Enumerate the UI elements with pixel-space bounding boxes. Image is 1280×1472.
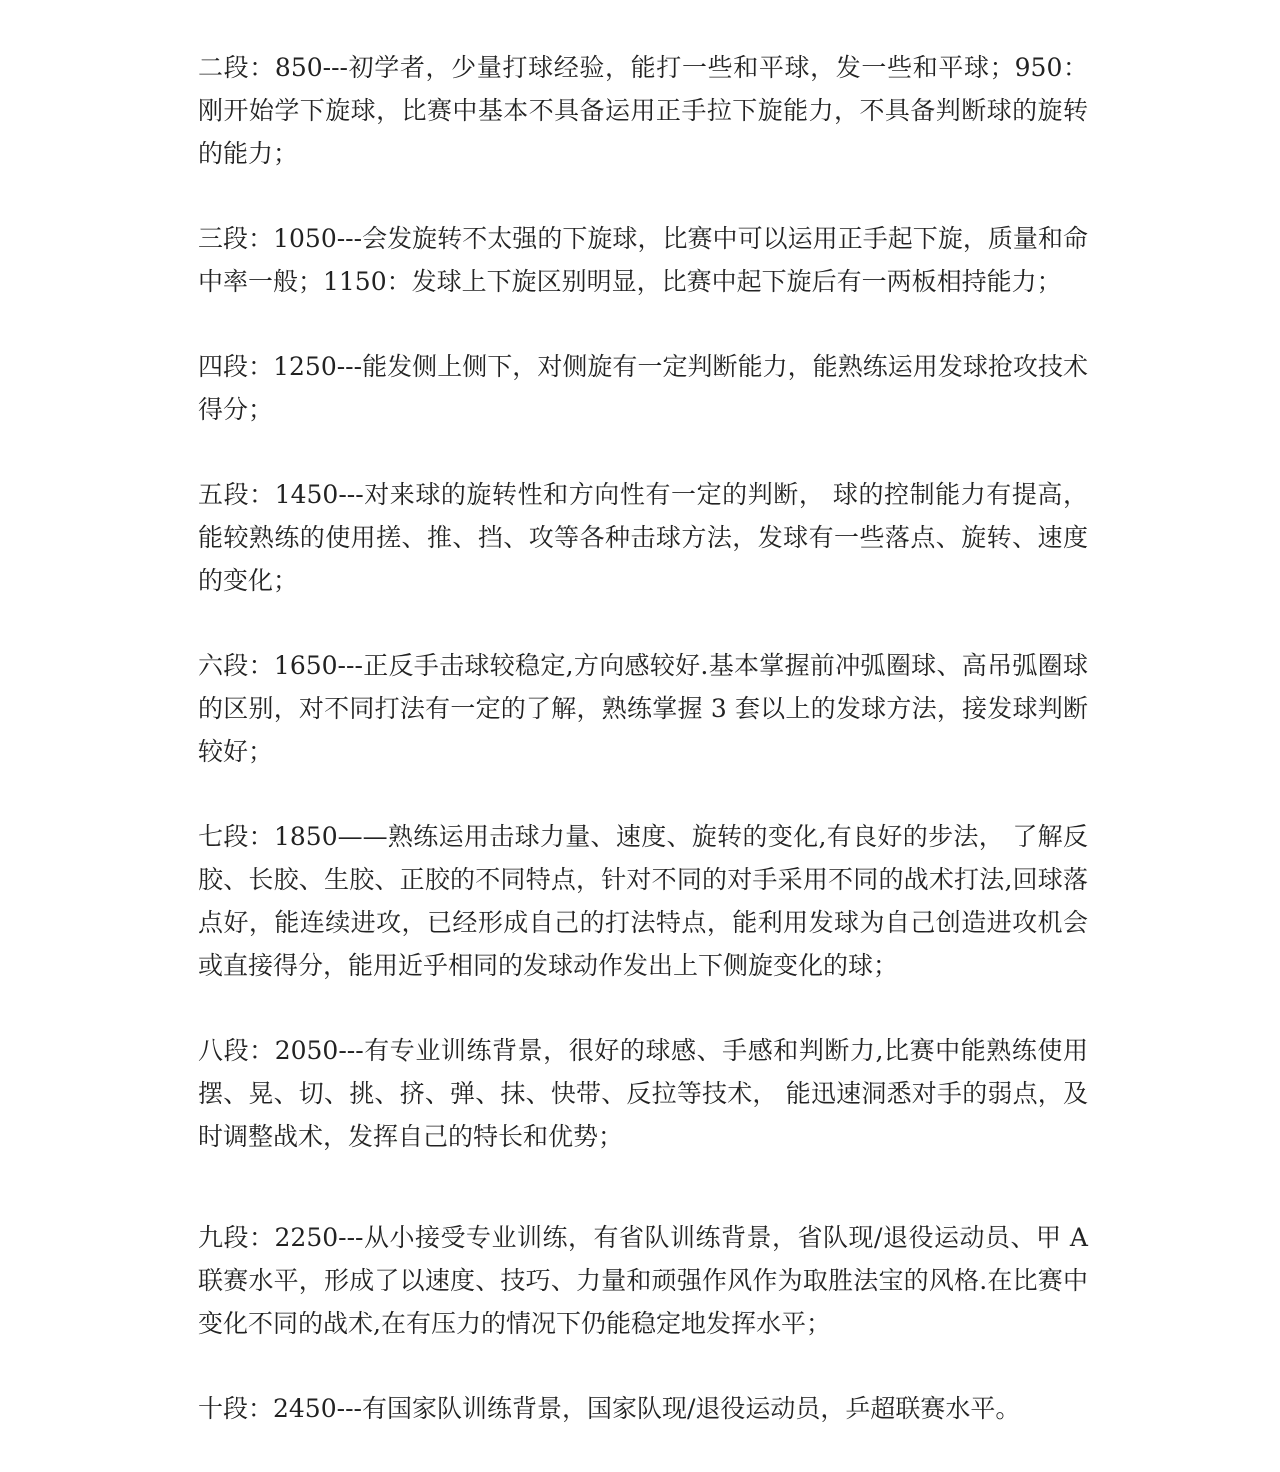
paragraph-rank-3: 三段：1050---会发旋转不太强的下旋球，比赛中可以运用正手起下旋，质量和命中率一般；1150：发球上下旋区别明显，比赛中起下旋后有一两板相持能力； xyxy=(198,224,1088,296)
paragraph-rank-4: 四段：1250---能发侧上侧下，对侧旋有一定判断能力，能熟练运用发球抢攻技术得分； xyxy=(198,352,1088,424)
paragraph-rank-6: 六段：1650---正反手击球较稳定,方向感较好.基本掌握前冲弧圈球、高吊弧圈球的区别，对不同打法有一定的了解，熟练掌握 3 套以上的发球方法，接发球判断较好； xyxy=(198,651,1088,766)
paragraph-rank-7: 七段：1850——熟练运用击球力量、速度、旋转的变化,有良好的步法， 了解反胶、长胶、生胶、正胶的不同特点，针对不同的对手采用不同的战术打法,回球落点好，能连续进攻，已经形成自己的打法特点，能利用发球为自己创造进攻机会或直接得分，能用近乎相同的发球动作发出上下侧旋变化的球； xyxy=(198,822,1088,980)
paragraph-rank-8: 八段：2050---有专业训练背景，很好的球感、手感和判断力,比赛中能熟练使用摆、晃、切、挑、挤、弹、抹、快带、反拉等技术， 能迅速洞悉对手的弱点，及时调整战术，发挥自己的特长和优势； xyxy=(198,1036,1088,1151)
paragraph-rank-2: 二段：850---初学者，少量打球经验，能打一些和平球，发一些和平球；950：刚开始学下旋球，比赛中基本不具备运用正手拉下旋能力，不具备判断球的旋转的能力； xyxy=(198,53,1088,168)
paragraph-rank-5: 五段：1450---对来球的旋转性和方向性有一定的判断， 球的控制能力有提高，能较熟练的使用搓、推、挡、攻等各种击球方法，发球有一些落点、旋转、速度的变化； xyxy=(198,480,1088,595)
paragraph-rank-9: 九段：2250---从小接受专业训练，有省队训练背景，省队现/退役运动员、甲 A 联赛水平，形成了以速度、技巧、力量和顽强作风作为取胜法宝的风格.在比赛中变化不同的战术,在有压力的情况下仍能稳定地发挥水平； xyxy=(198,1223,1088,1338)
paragraph-rank-10: 十段：2450---有国家队训练背景，国家队现/退役运动员，乒超联赛水平。 xyxy=(198,1394,1021,1423)
document-body xyxy=(198,46,1088,1472)
